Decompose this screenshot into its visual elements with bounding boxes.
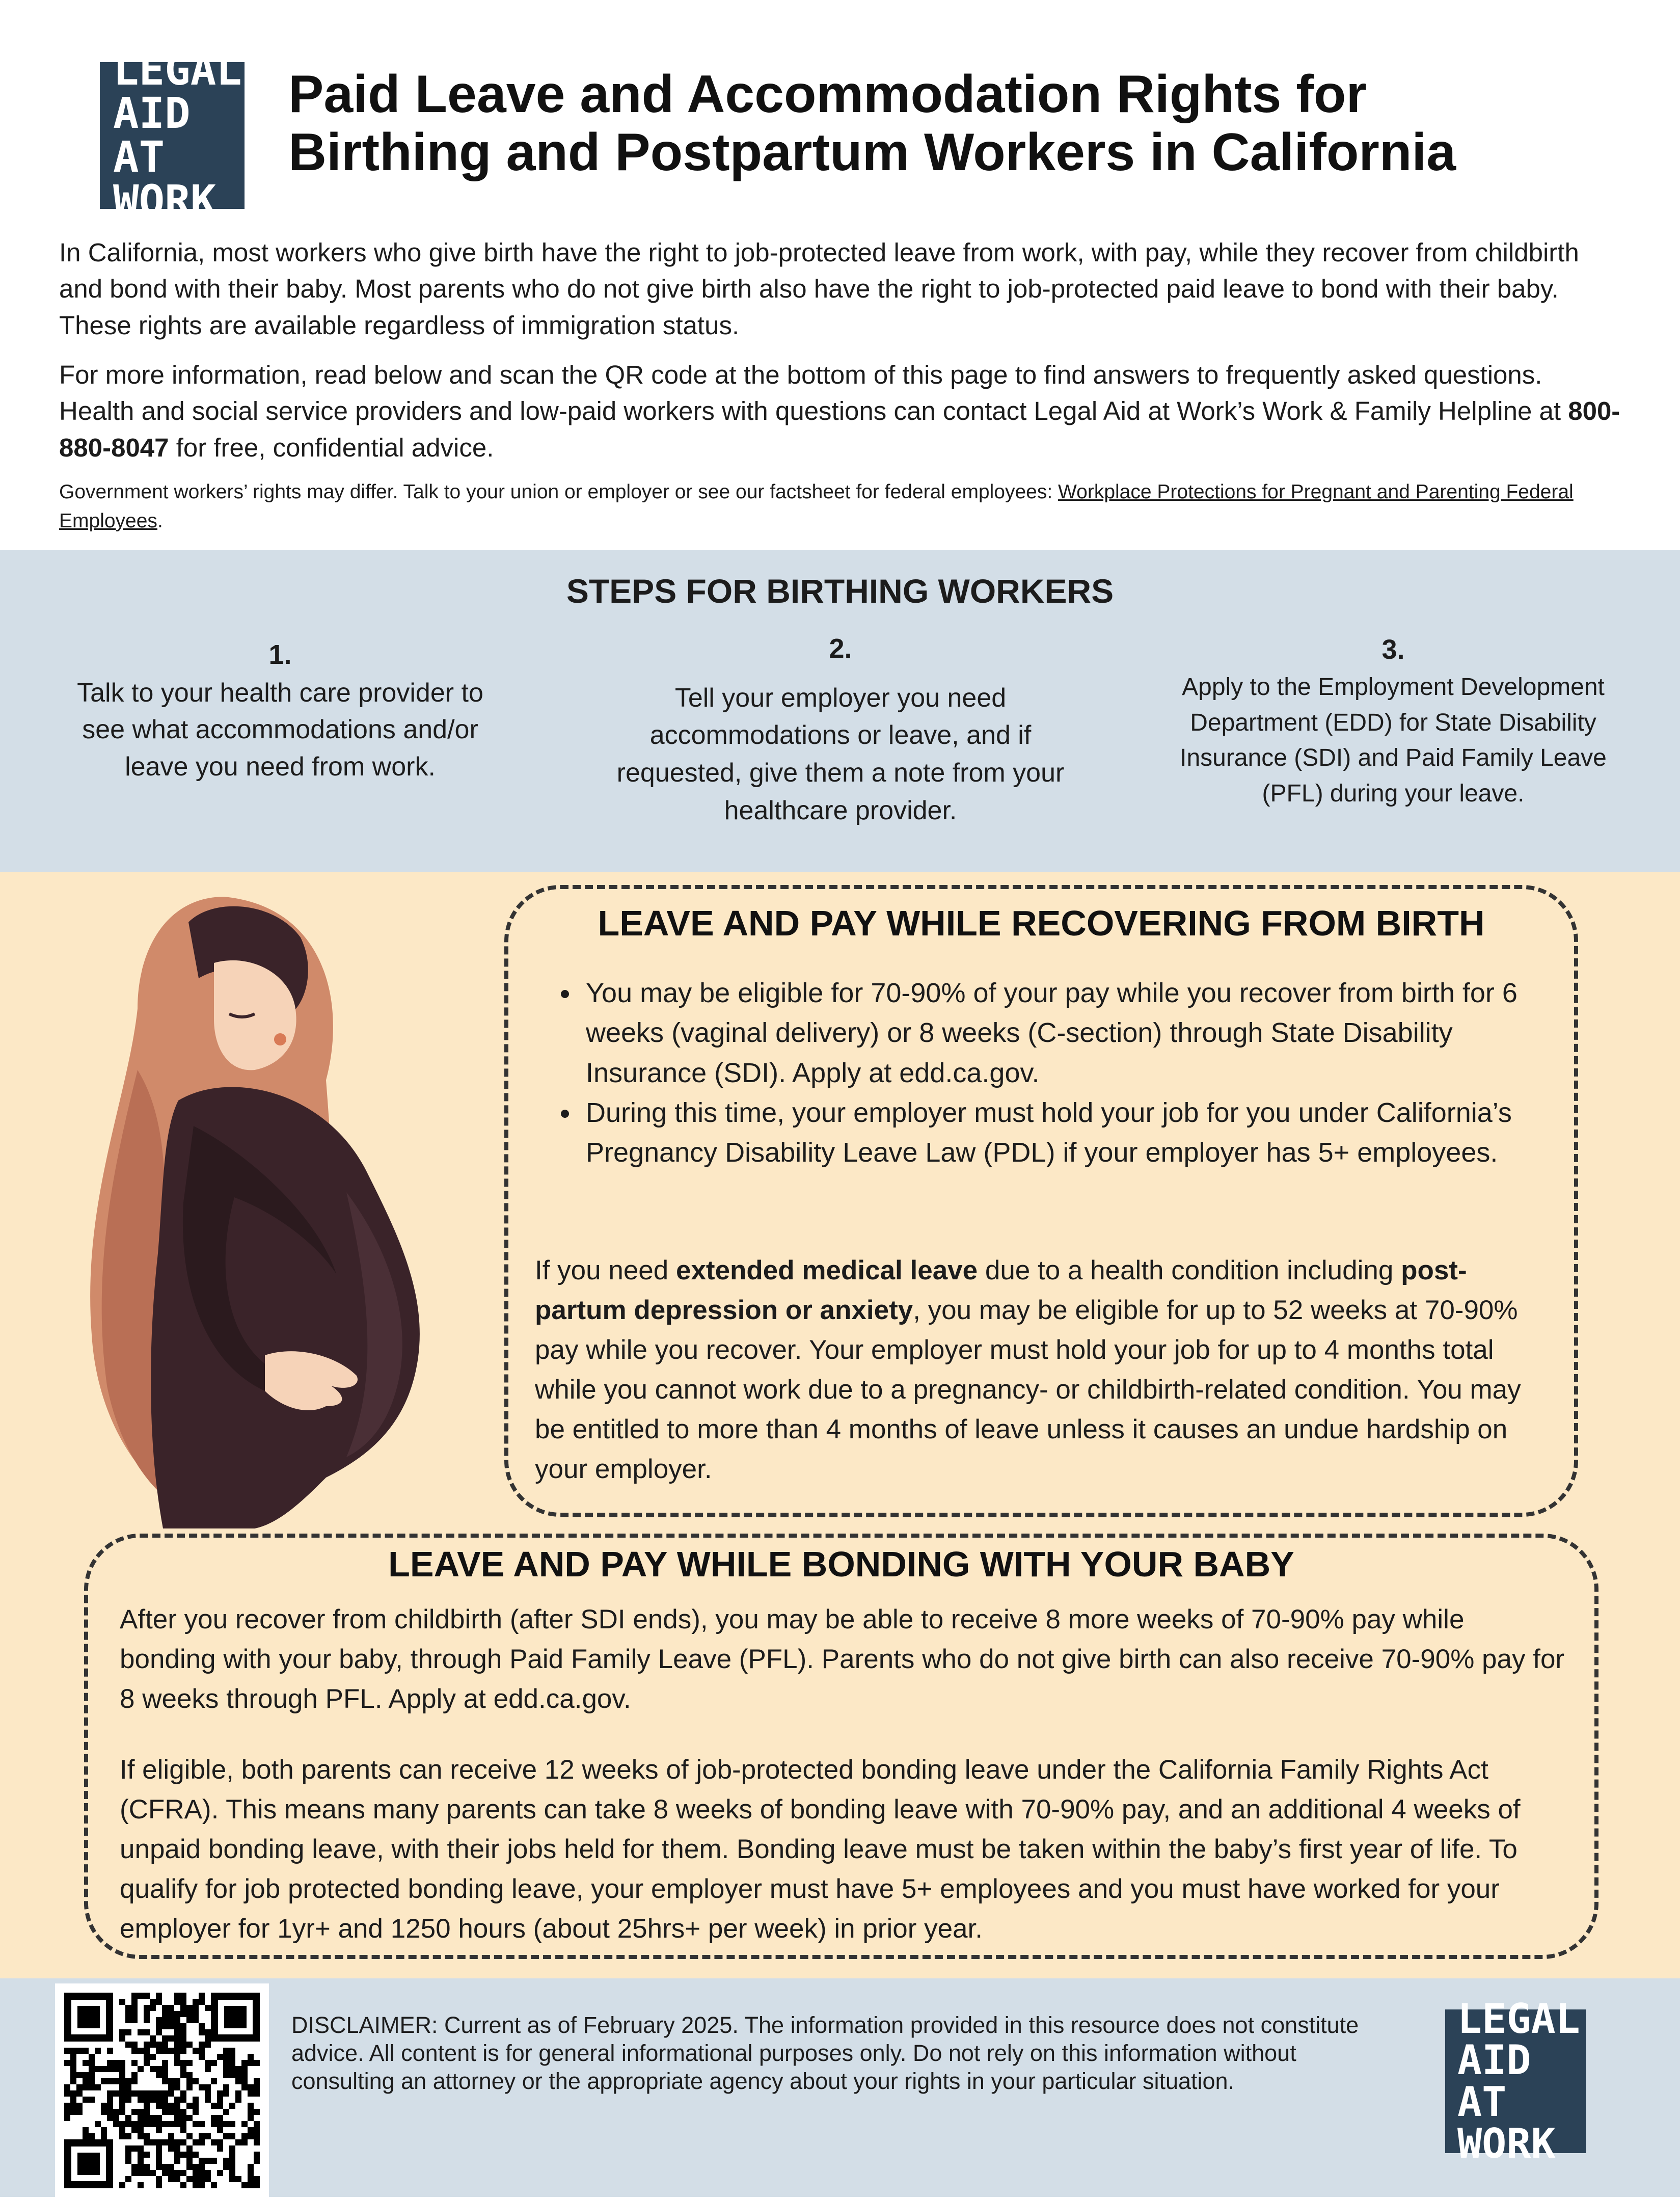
title-line-2: Birthing and Postpartum Workers in California	[288, 123, 1456, 182]
para-text: , you may be eligible for up to 52 weeks at 70-90% pay while you recover. Your employer must hold your job for up to 4 months total while you cannot work due to a pregnancy- or childbirth-related condition. You may be entitled to more than 4 months of leave unless it causes an undue hardship on your employer.	[535, 1295, 1521, 1484]
logo-line-2: AID AT	[1457, 2036, 1531, 2126]
step-number: 3.	[1381, 634, 1405, 665]
government-note-end: .	[157, 509, 163, 532]
qr-code-icon	[55, 1983, 269, 2197]
step-text: Apply to the Employment Development Department (EDD) for State Disability Insurance (SDI) and Paid Family Leave (PFL) during your leave.	[1180, 674, 1607, 808]
logo-line-3: WORK	[113, 175, 216, 226]
step-2	[601, 630, 1080, 830]
helpline-phone: 800-880-8047	[59, 396, 1620, 462]
pregnant-woman-illustration	[61, 887, 458, 1528]
logo-line-1: LEGAL	[1457, 1995, 1580, 2043]
bonding-paragraph-2: If eligible, both parents can receive 12 weeks of job-protected bonding leave under the California Family Rights Act (CFRA). This means many parents can take 8 weeks of bonding leave with 70-90% pay, and an additional 4 weeks of unpaid bonding leave, with their jobs held for them. Bonding leave must be taken within the baby’s first year of life. To qualify for job protected bonding leave, your employer must have 5+ employees and you must have worked for your employer for 1yr+ and 1250 hours (about 25hrs+ per week) in prior year.	[120, 1755, 1521, 1944]
footer-logo	[1445, 1995, 1586, 2167]
recovering-bullets	[535, 973, 1543, 1172]
bullet-item: • You may be eligible for 70-90% of your pay while you recover from birth for 6 weeks (vaginal delivery) or 8 weeks (C-section) through State Disability Insurance (SDI). Apply at edd.ca.gov.	[581, 973, 1543, 1093]
intro-paragraph-1: In California, most workers who give birth have the right to job-protected leave from work, with pay, while they recover from childbirth and bond with their baby. Most parents who do not give birth also have the right to job-protected paid leave to bond with their baby. These rights are available regardless of immigration status.	[59, 238, 1579, 340]
logo	[100, 44, 245, 226]
disclaimer-text: DISCLAIMER: Current as of February 2025. The information provided in this resource does not constitute advice. All content is for general informational purposes only. Do not rely on this information without consulting an attorney or the appropriate agency about your rights in your particular situation.	[291, 2012, 1359, 2094]
mouth-shape	[274, 1033, 286, 1045]
intro-text-end: for free, confidential advice.	[169, 433, 494, 462]
bullet-item: • During this time, your employer must hold your job for you under California’s Pregnancy Disability Leave Law (PDL) if your employer has 5+ employees.	[581, 1093, 1543, 1173]
bonding-heading: LEAVE AND PAY WHILE BONDING WITH YOUR BABY	[388, 1544, 1294, 1584]
steps-heading: STEPS FOR BIRTHING WORKERS	[566, 572, 1114, 610]
logo-line-1: LEGAL	[113, 44, 242, 95]
para-text: If you need	[535, 1255, 676, 1285]
step-text: Tell your employer you need accommodations or leave, and if requested, give them a note from your healthcare provider.	[616, 683, 1065, 826]
federal-factsheet-link[interactable]: Workplace Protections for Pregnant and Parenting Federal Employees	[59, 481, 1574, 532]
intro-text: For more information, read below and scan the QR code at the bottom of this page to find answers to frequently asked questions. Health and social service providers and low-paid workers with questions can contact Legal Aid at Work’s Work & Family Helpline at	[59, 360, 1568, 426]
intro-paragraph-2	[59, 357, 1623, 466]
page-title	[288, 65, 1613, 182]
step-text: Talk to your health care provider to see what accommodations and/or leave you need from work.	[77, 678, 483, 782]
logo-line-2: AID AT	[113, 88, 191, 182]
logo-line-3: WORK	[1457, 2119, 1556, 2167]
para-bold-1: extended medical leave	[675, 1255, 978, 1285]
para-bold-2: post-partum depression or anxiety	[535, 1255, 1467, 1325]
step-number: 2.	[829, 633, 852, 664]
recovering-heading: LEAVE AND PAY WHILE RECOVERING FROM BIRTH	[598, 903, 1485, 943]
extended-leave-paragraph	[535, 1251, 1551, 1489]
government-note-text: Government workers’ rights may differ. Talk to your union or employer or see our factsheet for federal employees:	[59, 481, 1059, 503]
faq-qr-code[interactable]	[55, 1983, 269, 2197]
title-line-1: Paid Leave and Accommodation Rights for	[288, 65, 1367, 124]
step-3	[1167, 630, 1620, 812]
step-1	[56, 636, 504, 786]
step-number: 1.	[268, 639, 292, 670]
para-text: due to a health condition including	[978, 1255, 1401, 1285]
government-note	[59, 478, 1623, 535]
bonding-paragraph-1: After you recover from childbirth (after SDI ends), you may be able to receive 8 more weeks of 70-90% pay while bonding with your baby, through Paid Family Leave (PFL). Parents who do not give birth can also receive 70-90% pay for 8 weeks through PFL. Apply at edd.ca.gov.	[120, 1604, 1565, 1714]
